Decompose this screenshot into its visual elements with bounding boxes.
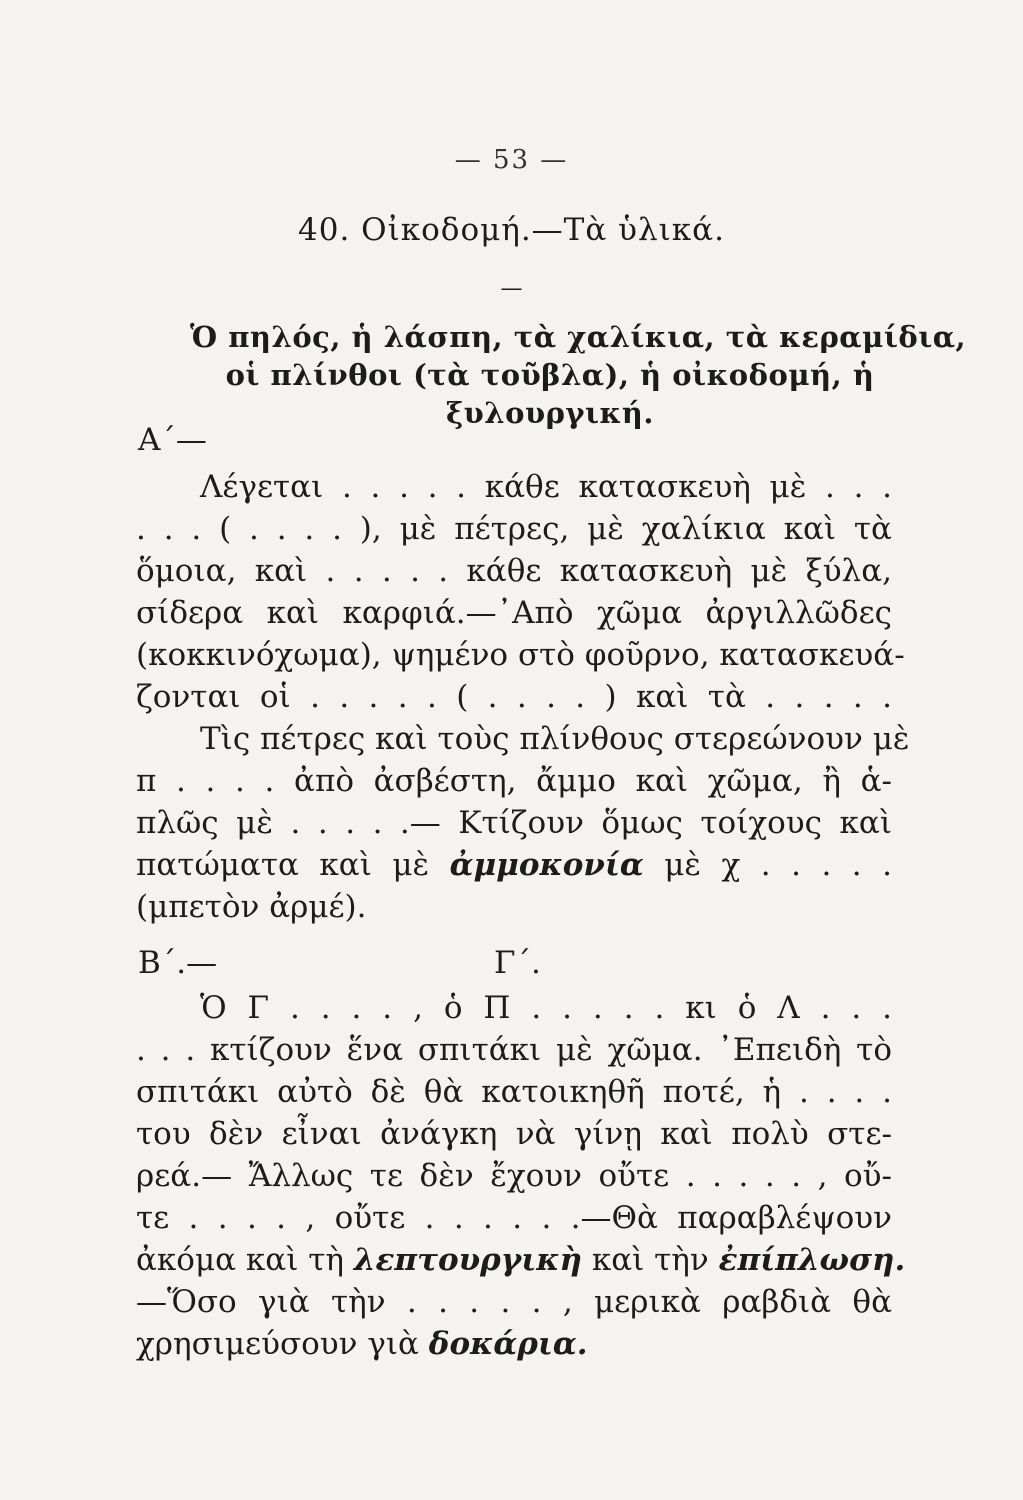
text-line	[136, 1323, 892, 1365]
lesson-title: 40. Οἰκοδομή.—Τὰ ὑλικά.	[298, 212, 725, 248]
term-emphasis: ἀμμοκονία	[449, 847, 644, 883]
text-line: ὅμοια, καὶ . . . . . κάθε κατασκευὴ μὲ ξύλα,	[136, 553, 892, 589]
text-line: πλῶς μὲ . . . . .— Κτίζουν ὅμως τοίχους καὶ	[136, 805, 892, 841]
term-emphasis: δοκάρια.	[428, 1326, 588, 1362]
text-line: ζονται οἱ . . . . . ( . . . . ) καὶ τὰ . . . . .	[136, 679, 892, 715]
text-segment: πατώματα καὶ μὲ	[136, 847, 430, 883]
text-line: του δὲν εἶναι ἀνάγκη νὰ γίνῃ καὶ πολὺ στε-	[136, 1116, 892, 1152]
text-line: Τὶς πέτρες καὶ τοὺς πλίνθους στερεώνουν μὲ	[200, 721, 910, 757]
text-segment: καὶ τὴν	[591, 1242, 709, 1278]
text-segment: χρησιμεύσουν γιὰ	[136, 1326, 419, 1362]
text-line	[136, 844, 892, 886]
section-c-label: Γ΄.	[494, 945, 541, 981]
section-a-label: Α΄—	[138, 422, 207, 458]
text-line: σίδερα καὶ καρφιά.—᾿Απὸ χῶμα ἀργιλλῶδες	[136, 595, 892, 631]
text-line: Λέγεται . . . . . κάθε κατασκευὴ μὲ . . .	[200, 469, 892, 505]
vocabulary-heading	[190, 318, 967, 432]
text-line: —Ὅσο γιὰ τὴν . . . . . , μερικὰ ραβδιὰ θὰ	[136, 1284, 892, 1320]
text-line	[136, 1239, 906, 1281]
text-line: ρεά.— Ἄλλως τε δὲν ἔχουν οὔτε . . . . . , οὔ-	[136, 1158, 892, 1194]
heading-line: οἱ πλίνθοι (τὰ τοῦβλα), ἡ οἰκοδομή, ἡ	[225, 358, 875, 392]
page-number: — 53 —	[454, 145, 569, 175]
text-line: (μπετὸν ἀρμέ).	[136, 889, 367, 925]
section-c-text	[136, 987, 906, 1365]
text-line: . . . κτίζουν ἕνα σπιτάκι μὲ χῶμα. ᾿Επειδὴ τὸ	[136, 1032, 892, 1068]
text-segment: ἀκόμα καὶ τὴ	[136, 1242, 344, 1278]
term-emphasis: λεπτουργικὴ	[353, 1242, 582, 1278]
text-line: (κοκκινόχωμα), ψημένο στὸ φοῦρνο, κατασκευά-	[136, 637, 905, 673]
section-b-label: Β΄.—	[138, 945, 218, 981]
text-line: σπιτάκι αὐτὸ δὲ θὰ κατοικηθῆ ποτέ, ἡ . . . .	[136, 1074, 892, 1110]
section-a-text	[136, 466, 910, 928]
text-segment: μὲ χ . . . . .	[664, 847, 892, 883]
text-line: . . . ( . . . . ), μὲ πέτρες, μὲ χαλίκια καὶ τὰ	[136, 511, 892, 547]
term-emphasis: ἐπίπλωση.	[718, 1242, 906, 1278]
text-line: π . . . . ἀπὸ ἀσβέστη, ἄμμο καὶ χῶμα, ἢ ἁ-	[136, 763, 892, 799]
text-line: τε . . . . , οὔτε . . . . . .—Θὰ παραβλέψουν	[136, 1200, 892, 1236]
text-line: Ὁ Γ . . . . , ὁ Π . . . . . κι ὁ Λ . . .	[200, 990, 892, 1026]
heading-line: Ὁ πηλός, ἡ λάσπη, τὰ χαλίκια, τὰ κεραμίδια,	[190, 320, 967, 354]
heading-line: ξυλουργική.	[446, 396, 654, 430]
separator-dash: —	[500, 276, 523, 301]
